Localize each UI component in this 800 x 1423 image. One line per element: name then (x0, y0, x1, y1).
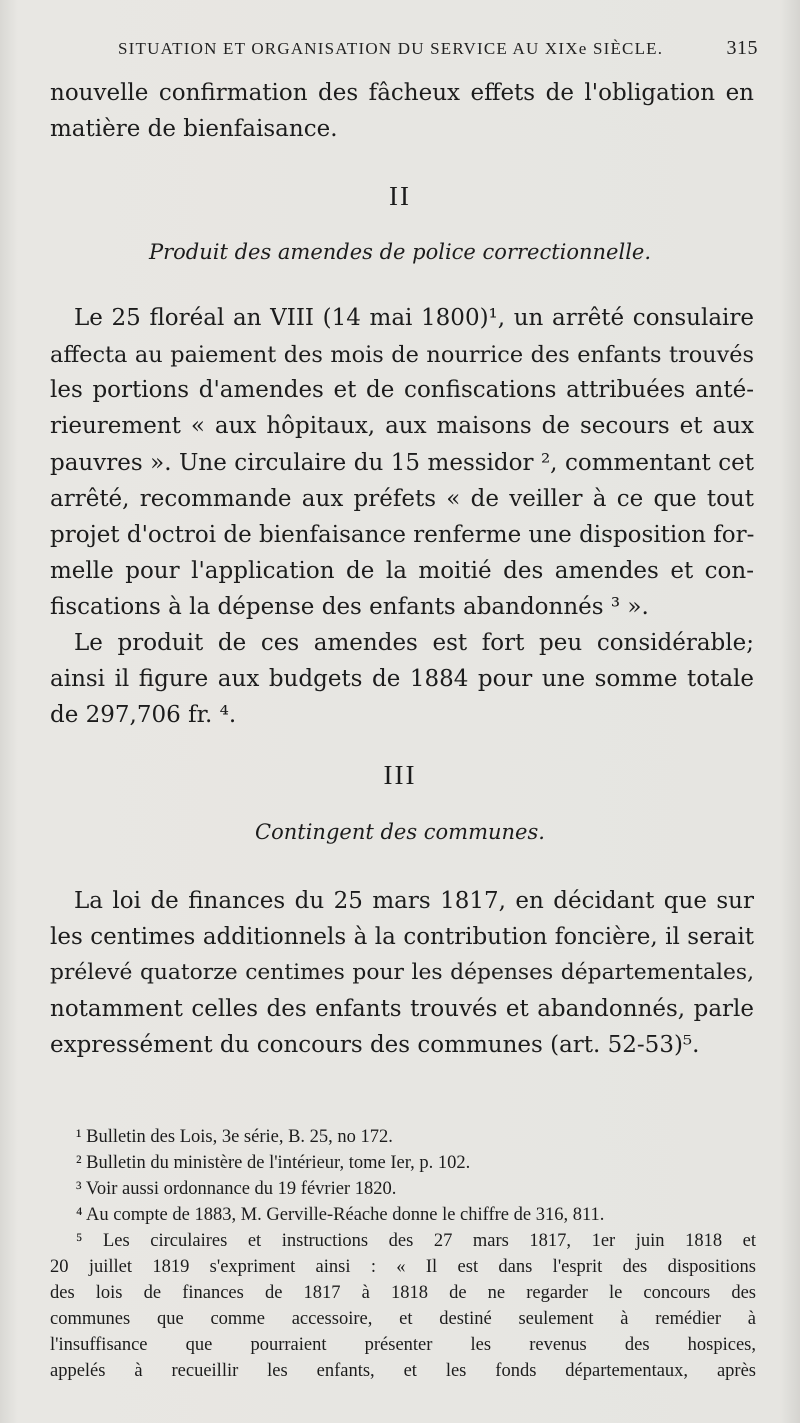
text-line: Le produit de ces amendes est fort peu considérable; (74, 630, 754, 656)
footnote: ⁵ Les circulaires et instructions des 27 mars 1817, 1er juin 1818 et (76, 1231, 756, 1251)
text-line: notamment celles des enfants trouvés et abandonnés, parle (50, 996, 754, 1022)
page-number: 315 (726, 37, 758, 59)
text-line: nouvelle confirmation des fâcheux effets de l'obligation en (50, 80, 754, 106)
footnote-line: appelés à recueillir les enfants, et les fonds départementaux, après (50, 1361, 756, 1381)
text-line: rieurement « aux hôpitaux, aux maisons de secours et aux (50, 413, 754, 439)
running-header (118, 37, 758, 60)
footnote: ¹ Bulletin des Lois, 3e série, B. 25, no 172. (76, 1127, 393, 1147)
section-numeral: III (383, 760, 417, 790)
running-title: SITUATION ET ORGANISATION DU SERVICE AU XIXe SIÈCLE. (118, 39, 664, 58)
footnote-line: l'insuffisance que pourraient présenter les revenus des hospices, (50, 1335, 756, 1355)
footnote-line: 20 juillet 1819 s'expriment ainsi : « Il est dans l'esprit des dispositions (50, 1257, 756, 1277)
text-line: fiscations à la dépense des enfants abandonnés ³ ». (50, 594, 649, 620)
section-title: Contingent des communes. (255, 820, 545, 844)
text-line: projet d'octroi de bienfaisance renferme une disposition for- (50, 522, 755, 548)
text-line: affecta au paiement des mois de nourrice des enfants trouvés (50, 342, 754, 368)
text-line: Le 25 floréal an VIII (14 mai 1800)¹, un arrêté consulaire (74, 305, 754, 331)
text-line: les portions d'amendes et de confiscations attribuées anté- (50, 377, 754, 403)
section-title: Produit des amendes de police correctionnelle. (148, 240, 652, 264)
text-line: prélevé quatorze centimes pour les dépenses départementales, (50, 960, 754, 985)
footnote: ³ Voir aussi ordonnance du 19 février 1820. (76, 1179, 397, 1199)
text-line: les centimes additionnels à la contribution foncière, il serait (50, 924, 754, 950)
text-line: expressément du concours des communes (art. 52-53)⁵. (50, 1032, 700, 1058)
text-line: pauvres ». Une circulaire du 15 messidor ², commentant cet (50, 450, 754, 476)
footnote-line: des lois de finances de 1817 à 1818 de ne regarder le concours des (50, 1283, 756, 1303)
section-numeral: II (389, 181, 411, 211)
text-line: de 297,706 fr. ⁴. (50, 702, 237, 728)
footnote: ⁴ Au compte de 1883, M. Gerville-Réache donne le chiffre de 316, 811. (76, 1205, 605, 1225)
text-line: La loi de finances du 25 mars 1817, en décidant que sur (74, 888, 754, 914)
footnote-line: communes que comme accessoire, et destiné seulement à remédier à (50, 1309, 756, 1329)
text-line: matière de bienfaisance. (50, 116, 338, 142)
text-line: arrêté, recommande aux préfets « de veiller à ce que tout (50, 486, 754, 512)
text-line: ainsi il figure aux budgets de 1884 pour une somme totale (50, 666, 754, 692)
footnote: ² Bulletin du ministère de l'intérieur, tome Ier, p. 102. (76, 1153, 471, 1173)
text-line: melle pour l'application de la moitié des amendes et con- (50, 558, 754, 584)
